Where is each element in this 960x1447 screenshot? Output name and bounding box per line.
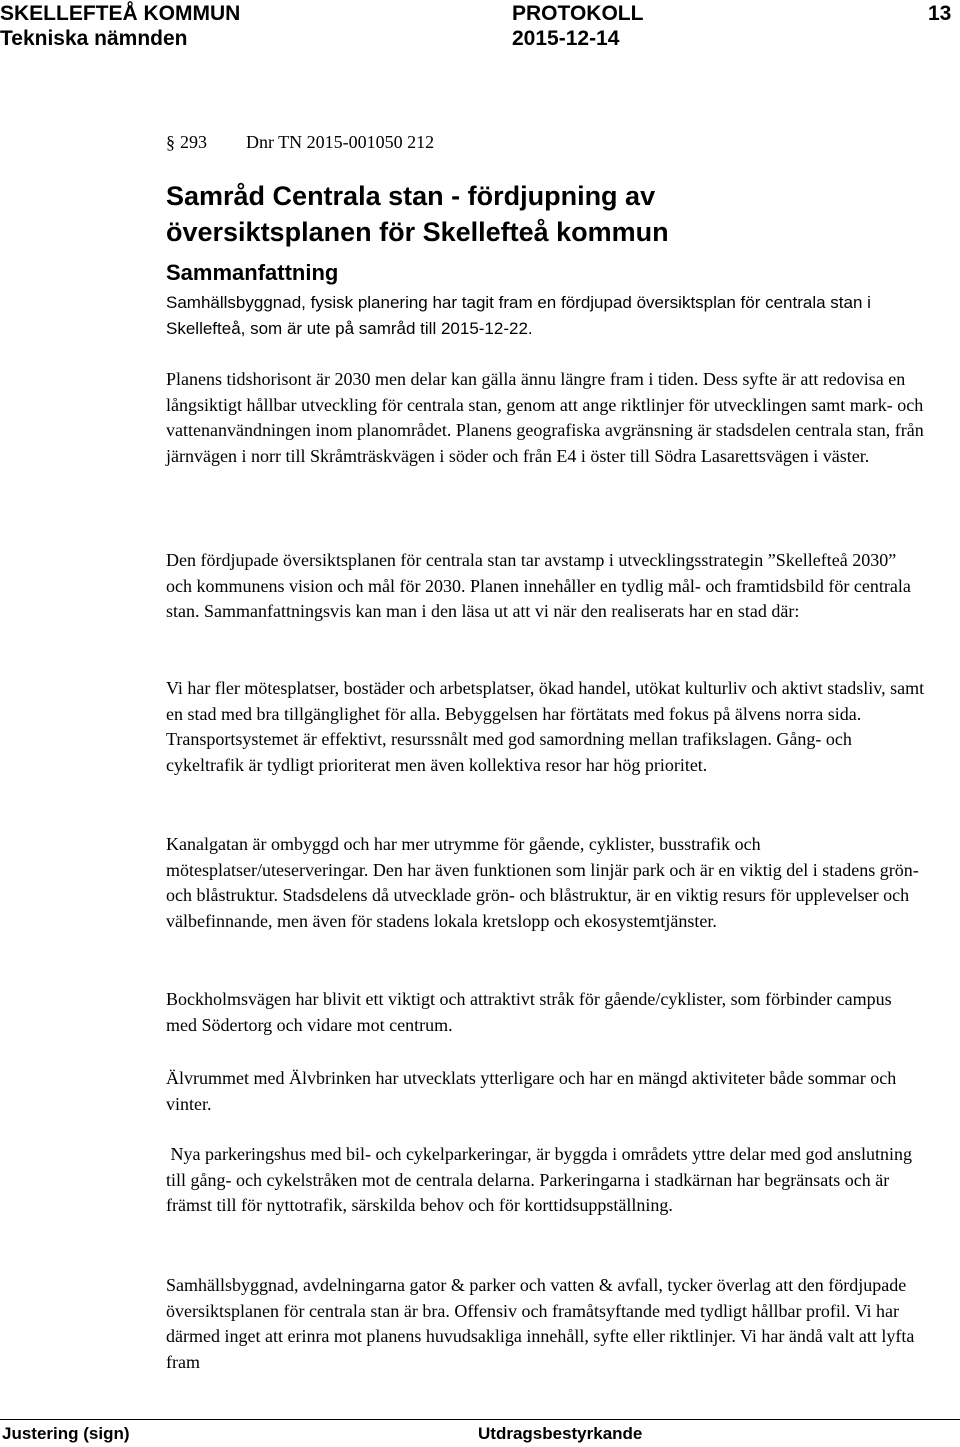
- body-paragraph: Nya parkeringshus med bil- och cykelparkeringar, är byggda i områdets yttre delar med god anslutning till gång- och cykelstråken mot de centrala delarna. Parkeringarna i stadkärnan har begränsats och är främst till för nyttotrafik, särskilda behov och för korttidsuppställning.: [166, 1144, 917, 1216]
- case-dnr: Dnr TN 2015-001050 212: [246, 132, 435, 152]
- body-paragraph: Den fördjupade översiktsplanen för centrala stan tar avstamp i utvecklingsstrategin ”Skellefteå 2030” och kommunens vision och mål för 2030. Planen innehåller en tydlig mål- och framtidsbild för centrala stan. Sammanfattningsvis kan man i den läsa ut att vi när den realiserats har en stad där:: [166, 550, 911, 622]
- page-number: 13: [928, 2, 952, 25]
- body-paragraph: Samhällsbyggnad, avdelningarna gator & parker och vatten & avfall, tycker överlag att den fördjupade översiktsplanen för centrala stan är bra. Offensiv och framåtsyftande med tydligt hållbar profil. Vi har därmed inget att erinra mot planens huvudsakliga innehåll, syfte eller riktlinjer. Vi har ändå valt att lyfta fram: [166, 1275, 915, 1372]
- protocol-date: 2015-12-14: [512, 27, 620, 50]
- body-paragraph: Älvrummet med Älvbrinken har utvecklats ytterligare och har en mängd aktiviteter både sommar och vinter.: [166, 1068, 897, 1114]
- org-name: SKELLEFTEÅ KOMMUN: [0, 2, 241, 25]
- body-paragraph: Vi har fler mötesplatser, bostäder och arbetsplatser, ökad handel, utökat kulturliv och aktivt stadsliv, samt en stad med bra tillgänglighet för alla. Bebyggelsen har förtätats med fokus på älvens norra sida. Transportsystemet är effektivt, resurssnålt med god samordning mellan trafikslagen. Gång- och cykeltrafik är tydligt prioriterat men även kollektiva resor har hög prioritet.: [166, 678, 925, 775]
- summary-paragraph: Samhällsbyggnad, fysisk planering har tagit fram en fördjupad översiktsplan för centrala stan i Skellefteå, som är ute på samråd till 2015-12-22.: [166, 293, 871, 338]
- title-line-1: Samråd Centrala stan - fördjupning av: [166, 181, 656, 211]
- body-paragraph: Bockholmsvägen har blivit ett viktigt och attraktivt stråk för gående/cyklister, som förbinder campus med Södertorg och vidare mot centrum.: [166, 989, 892, 1035]
- committee-name: Tekniska nämnden: [0, 27, 188, 50]
- case-number: 293: [180, 132, 207, 152]
- footer-divider: [0, 1419, 960, 1420]
- title-line-2: översiktsplanen för Skellefteå kommun: [166, 217, 669, 247]
- footer-certification-label: Utdragsbestyrkande: [478, 1424, 643, 1443]
- section-mark: §: [166, 132, 175, 152]
- summary-heading: Sammanfattning: [166, 260, 339, 285]
- doc-type: PROTOKOLL: [512, 2, 644, 25]
- footer-signature-label: Justering (sign): [2, 1424, 130, 1443]
- body-paragraph: Kanalgatan är ombyggd och har mer utrymme för gående, cyklister, busstrafik och mötesplatser/uteserveringar. Den har även funktionen som linjär park och är en viktig del i stadens grön- och blåstruktur. Stadsdelens då utvecklade grön- och blåstruktur, är en viktig resurs för upplevelser och välbefinnande, men även för stadens lokala kretslopp och ekosystemtjänster.: [166, 834, 919, 931]
- body-paragraph: Planens tidshorisont är 2030 men delar kan gälla ännu längre fram i tiden. Dess syfte är att redovisa en långsiktigt hållbar utveckling för centrala stan, genom att ange riktlinjer för utvecklingen samt mark- och vattenanvändningen inom planområdet. Planens geografiska avgränsning är stadsdelen centrala stan, från järnvägen i norr till Skråmträskvägen i söder och från E4 i öster till Södra Lasarettsvägen i väster.: [166, 369, 924, 466]
